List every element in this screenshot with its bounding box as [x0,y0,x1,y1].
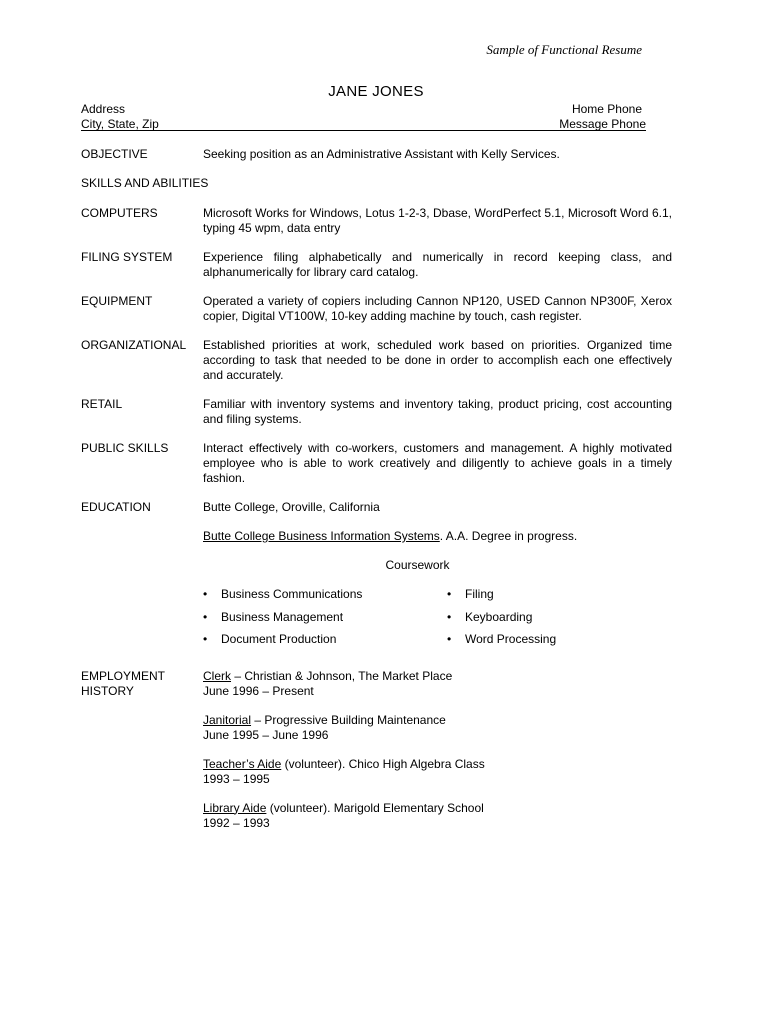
course-name: Business Management [221,609,344,624]
course-name: Filing [465,587,494,601]
program-line [203,529,672,544]
coursework-heading: Coursework [385,558,450,572]
course-name: Business Communications [221,587,363,601]
section-label-line: HISTORY [81,683,134,698]
skill-text: Interact effectively with co-workers, customers and management. A highly motivated employee who is able to work creatively and diligently to achieve goals in a timely fashion. [203,441,672,485]
job-employer: (volunteer). Marigold Elementary School [266,800,484,815]
job-entry [203,713,672,743]
skill-computers [81,206,672,236]
section-label: FILING SYSTEM [81,250,173,264]
coursework-column-left [203,587,447,655]
course-name: Word Processing [465,632,557,646]
skills-heading: SKILLS AND ABILITIES [81,176,209,190]
bullet-icon: • [447,609,452,624]
skill-filing-system [81,250,672,280]
skill-public-skills [81,441,672,486]
bullet-icon: • [203,632,208,646]
education-body [203,500,672,655]
list-item [447,632,556,655]
section-label: EQUIPMENT [81,294,153,308]
home-phone: Home Phone [571,102,642,116]
city-state-zip: City, State, Zip [81,117,159,131]
section-label: EDUCATION [81,500,151,514]
employment-section [81,669,672,831]
course-name: Document Production [221,632,337,646]
job-entry [203,801,672,831]
job-employer: (volunteer). Chico High Algebra Class [281,756,485,771]
program-status: . A.A. Degree in progress. [439,529,578,543]
header-note: Sample of Functional Resume [486,42,642,57]
bullet-icon: • [203,587,208,601]
candidate-name: JANE JONES [328,83,424,100]
skill-text: Microsoft Works for Windows, Lotus 1-2-3, Dbase, WordPerfect 5.1, Microsoft Word 6.1, typing 45 wpm, data entry [203,206,672,235]
section-label: OBJECTIVE [81,147,148,161]
job-title: Library Aide [203,800,267,815]
job-entry [203,757,672,787]
skills-heading-row [81,176,672,191]
section-label [81,669,203,831]
list-item [203,587,447,610]
job-employer: – Christian & Johnson, The Market Place [231,668,453,683]
address: Address [81,102,126,116]
job-dates: 1992 – 1993 [203,815,270,830]
bullet-icon: • [447,632,452,646]
coursework-column-right [447,587,556,655]
list-item [203,632,447,655]
section-label: COMPUTERS [81,206,158,220]
contact-block [81,102,646,132]
employment-body [203,669,672,831]
message-phone: Message Phone [559,117,646,131]
course-name: Keyboarding [465,609,533,624]
bullet-icon: • [203,609,208,624]
job-title: Janitorial [203,712,252,727]
section-label: PUBLIC SKILLS [81,441,169,455]
job-title: Teacher’s Aide [203,756,282,771]
bullet-icon: • [447,587,452,601]
skill-organizational [81,338,672,383]
school: Butte College, Oroville, California [203,500,380,514]
skill-retail [81,397,672,427]
skill-text: Familiar with inventory systems and inventory taking, product pricing, cost accounting and filing systems. [203,397,672,426]
job-title: Clerk [203,668,232,683]
coursework-list [203,587,672,655]
education-section [81,500,672,655]
skill-text: Experience filing alphabetically and numerically in record keeping class, and alphanumerically for library card catalog. [203,250,672,279]
job-dates: June 1995 – June 1996 [203,727,329,742]
objective-section [81,147,672,162]
skill-equipment [81,294,672,324]
section-label: RETAIL [81,397,123,411]
skill-text: Established priorities at work, scheduled work based on priorities. Organized time according to task that needed to be done in order to accomplish each one effectively and accurately. [203,338,672,382]
job-employer: – Progressive Building Maintenance [251,712,446,727]
program-name: Butte College Business Information Systems [203,529,440,543]
resume-sections [81,147,672,831]
job-entry [203,669,672,699]
job-dates: 1993 – 1995 [203,771,270,786]
contact-divider [81,130,646,131]
skill-text: Operated a variety of copiers including Cannon NP120, USED Cannon NP300F, Xerox copier, Digital VT100W, 10-key adding machine by touch, cash register. [203,294,672,323]
list-item [203,610,447,633]
objective-text: Seeking position as an Administrative Assistant with Kelly Services. [203,147,560,161]
section-label-line: EMPLOYMENT [81,668,166,683]
section-label: ORGANIZATIONAL [81,338,187,352]
job-dates: June 1996 – Present [203,683,314,698]
list-item [447,610,556,633]
list-item [447,587,556,610]
